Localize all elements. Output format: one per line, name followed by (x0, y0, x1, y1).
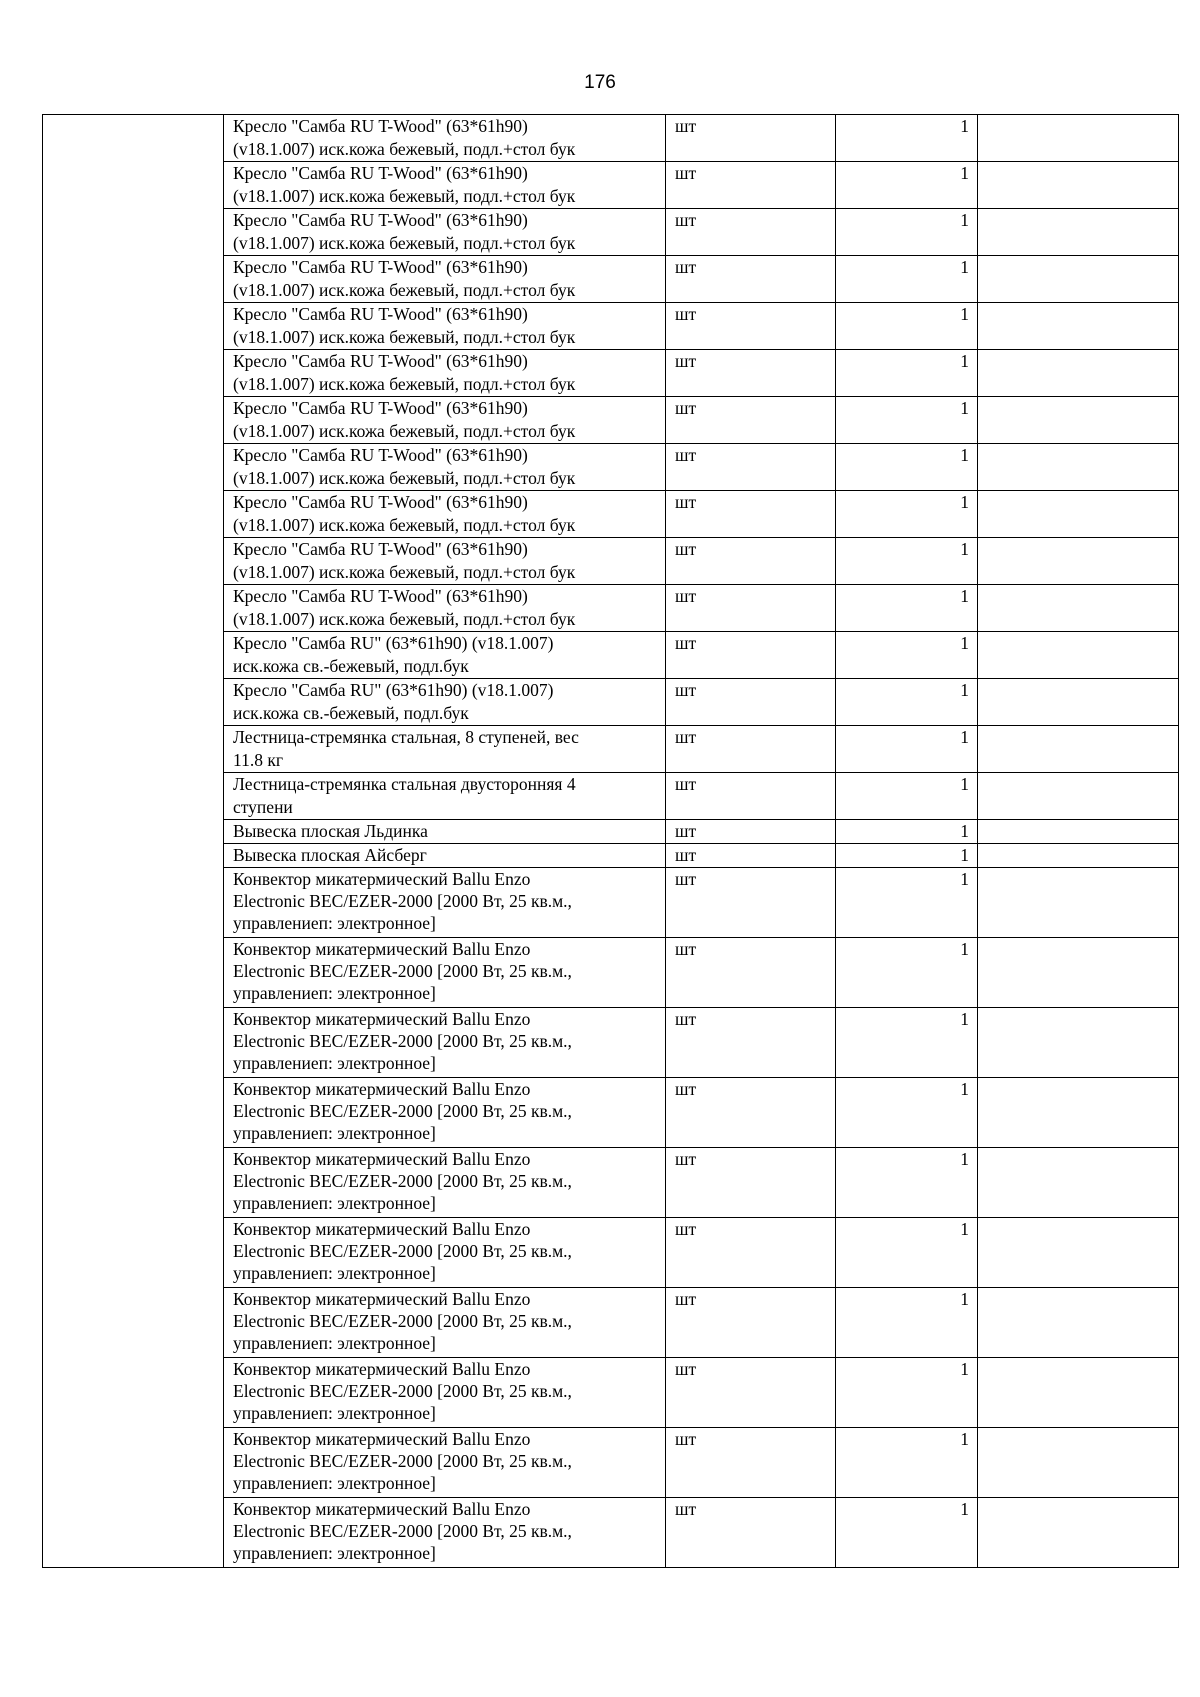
note-cell (978, 350, 1179, 397)
quantity-cell: 1 (836, 868, 978, 938)
item-name-cell: Конвектор микатермический Ballu Enzo Electronic BEC/EZER-2000 [2000 Вт, 25 кв.м., управлениеп: электронное] (224, 1078, 666, 1148)
item-name-cell: Кресло "Самба RU T-Wood" (63*61h90) (v18.1.007) иск.кожа бежевый, подл.+стол бук (224, 115, 666, 162)
note-cell (978, 938, 1179, 1008)
quantity-cell: 1 (836, 1008, 978, 1078)
unit-cell: шт (666, 350, 836, 397)
inventory-table-body (43, 115, 1179, 1568)
quantity-cell: 1 (836, 726, 978, 773)
item-name-cell: Конвектор микатермический Ballu Enzo Electronic BEC/EZER-2000 [2000 Вт, 25 кв.м., управлениеп: электронное] (224, 1218, 666, 1288)
item-name-cell: Конвектор микатермический Ballu Enzo Electronic BEC/EZER-2000 [2000 Вт, 25 кв.м., управлениеп: электронное] (224, 1288, 666, 1358)
unit-cell: шт (666, 303, 836, 350)
note-cell (978, 1148, 1179, 1218)
unit-cell: шт (666, 1218, 836, 1288)
note-cell (978, 256, 1179, 303)
unit-cell: шт (666, 162, 836, 209)
quantity-cell: 1 (836, 679, 978, 726)
note-cell (978, 1078, 1179, 1148)
unit-cell: шт (666, 679, 836, 726)
item-name-cell: Конвектор микатермический Ballu Enzo Electronic BEC/EZER-2000 [2000 Вт, 25 кв.м., управлениеп: электронное] (224, 1148, 666, 1218)
unit-cell: шт (666, 1358, 836, 1428)
unit-cell: шт (666, 1008, 836, 1078)
item-name-cell: Вывеска плоская Айсберг (224, 844, 666, 868)
item-name-cell: Кресло "Самба RU T-Wood" (63*61h90) (v18.1.007) иск.кожа бежевый, подл.+стол бук (224, 350, 666, 397)
note-cell (978, 444, 1179, 491)
note-cell (978, 632, 1179, 679)
unit-cell: шт (666, 1078, 836, 1148)
quantity-cell: 1 (836, 350, 978, 397)
quantity-cell: 1 (836, 820, 978, 844)
item-name-cell: Лестница-стремянка стальная двусторонняя 4 ступени (224, 773, 666, 820)
quantity-cell: 1 (836, 1288, 978, 1358)
quantity-cell: 1 (836, 256, 978, 303)
item-name-cell: Конвектор микатермический Ballu Enzo Electronic BEC/EZER-2000 [2000 Вт, 25 кв.м., управлениеп: электронное] (224, 1428, 666, 1498)
note-cell (978, 162, 1179, 209)
unit-cell: шт (666, 1148, 836, 1218)
quantity-cell: 1 (836, 1358, 978, 1428)
item-name-cell: Лестница-стремянка стальная, 8 ступеней, вес 11.8 кг (224, 726, 666, 773)
note-cell (978, 1288, 1179, 1358)
note-cell (978, 726, 1179, 773)
item-name-cell: Конвектор микатермический Ballu Enzo Electronic BEC/EZER-2000 [2000 Вт, 25 кв.м., управлениеп: электронное] (224, 1358, 666, 1428)
item-name-cell: Кресло "Самба RU T-Wood" (63*61h90) (v18.1.007) иск.кожа бежевый, подл.+стол бук (224, 256, 666, 303)
unit-cell: шт (666, 491, 836, 538)
unit-cell: шт (666, 726, 836, 773)
unit-cell: шт (666, 209, 836, 256)
note-cell (978, 679, 1179, 726)
unit-cell: шт (666, 397, 836, 444)
unit-cell: шт (666, 1498, 836, 1568)
page-number: 176 (584, 72, 616, 93)
item-name-cell: Кресло "Самба RU" (63*61h90) (v18.1.007) иск.кожа св.-бежевый, подл.бук (224, 632, 666, 679)
quantity-cell: 1 (836, 303, 978, 350)
note-cell (978, 209, 1179, 256)
item-name-cell: Кресло "Самба RU T-Wood" (63*61h90) (v18.1.007) иск.кожа бежевый, подл.+стол бук (224, 444, 666, 491)
unit-cell: шт (666, 1288, 836, 1358)
quantity-cell: 1 (836, 1498, 978, 1568)
unit-cell: шт (666, 115, 836, 162)
note-cell (978, 1218, 1179, 1288)
unit-cell: шт (666, 585, 836, 632)
quantity-cell: 1 (836, 1428, 978, 1498)
item-name-cell: Кресло "Самба RU T-Wood" (63*61h90) (v18.1.007) иск.кожа бежевый, подл.+стол бук (224, 538, 666, 585)
unit-cell: шт (666, 820, 836, 844)
row-group-cell (43, 115, 224, 1568)
unit-cell: шт (666, 1428, 836, 1498)
item-name-cell: Кресло "Самба RU T-Wood" (63*61h90) (v18.1.007) иск.кожа бежевый, подл.+стол бук (224, 209, 666, 256)
quantity-cell: 1 (836, 162, 978, 209)
quantity-cell: 1 (836, 1078, 978, 1148)
quantity-cell: 1 (836, 938, 978, 1008)
note-cell (978, 820, 1179, 844)
note-cell (978, 1358, 1179, 1428)
item-name-cell: Конвектор микатермический Ballu Enzo Electronic BEC/EZER-2000 [2000 Вт, 25 кв.м., управлениеп: электронное] (224, 938, 666, 1008)
item-name-cell: Конвектор микатермический Ballu Enzo Electronic BEC/EZER-2000 [2000 Вт, 25 кв.м., управлениеп: электронное] (224, 868, 666, 938)
note-cell (978, 1428, 1179, 1498)
item-name-cell: Конвектор микатермический Ballu Enzo Electronic BEC/EZER-2000 [2000 Вт, 25 кв.м., управлениеп: электронное] (224, 1008, 666, 1078)
inventory-table (42, 114, 1179, 1568)
quantity-cell: 1 (836, 844, 978, 868)
quantity-cell: 1 (836, 585, 978, 632)
quantity-cell: 1 (836, 209, 978, 256)
unit-cell: шт (666, 632, 836, 679)
item-name-cell: Кресло "Самба RU" (63*61h90) (v18.1.007) иск.кожа св.-бежевый, подл.бук (224, 679, 666, 726)
unit-cell: шт (666, 844, 836, 868)
item-name-cell: Вывеска плоская Льдинка (224, 820, 666, 844)
note-cell (978, 585, 1179, 632)
quantity-cell: 1 (836, 1148, 978, 1218)
item-name-cell: Кресло "Самба RU T-Wood" (63*61h90) (v18.1.007) иск.кожа бежевый, подл.+стол бук (224, 303, 666, 350)
note-cell (978, 868, 1179, 938)
table-row (43, 115, 1179, 162)
unit-cell: шт (666, 444, 836, 491)
unit-cell: шт (666, 938, 836, 1008)
unit-cell: шт (666, 868, 836, 938)
note-cell (978, 773, 1179, 820)
note-cell (978, 397, 1179, 444)
item-name-cell: Кресло "Самба RU T-Wood" (63*61h90) (v18.1.007) иск.кожа бежевый, подл.+стол бук (224, 397, 666, 444)
note-cell (978, 1498, 1179, 1568)
note-cell (978, 303, 1179, 350)
note-cell (978, 115, 1179, 162)
note-cell (978, 1008, 1179, 1078)
item-name-cell: Конвектор микатермический Ballu Enzo Electronic BEC/EZER-2000 [2000 Вт, 25 кв.м., управлениеп: электронное] (224, 1498, 666, 1568)
quantity-cell: 1 (836, 397, 978, 444)
unit-cell: шт (666, 773, 836, 820)
quantity-cell: 1 (836, 491, 978, 538)
quantity-cell: 1 (836, 1218, 978, 1288)
quantity-cell: 1 (836, 538, 978, 585)
unit-cell: шт (666, 538, 836, 585)
item-name-cell: Кресло "Самба RU T-Wood" (63*61h90) (v18.1.007) иск.кожа бежевый, подл.+стол бук (224, 491, 666, 538)
note-cell (978, 538, 1179, 585)
note-cell (978, 491, 1179, 538)
quantity-cell: 1 (836, 773, 978, 820)
item-name-cell: Кресло "Самба RU T-Wood" (63*61h90) (v18.1.007) иск.кожа бежевый, подл.+стол бук (224, 162, 666, 209)
quantity-cell: 1 (836, 632, 978, 679)
quantity-cell: 1 (836, 115, 978, 162)
quantity-cell: 1 (836, 444, 978, 491)
item-name-cell: Кресло "Самба RU T-Wood" (63*61h90) (v18.1.007) иск.кожа бежевый, подл.+стол бук (224, 585, 666, 632)
note-cell (978, 844, 1179, 868)
unit-cell: шт (666, 256, 836, 303)
